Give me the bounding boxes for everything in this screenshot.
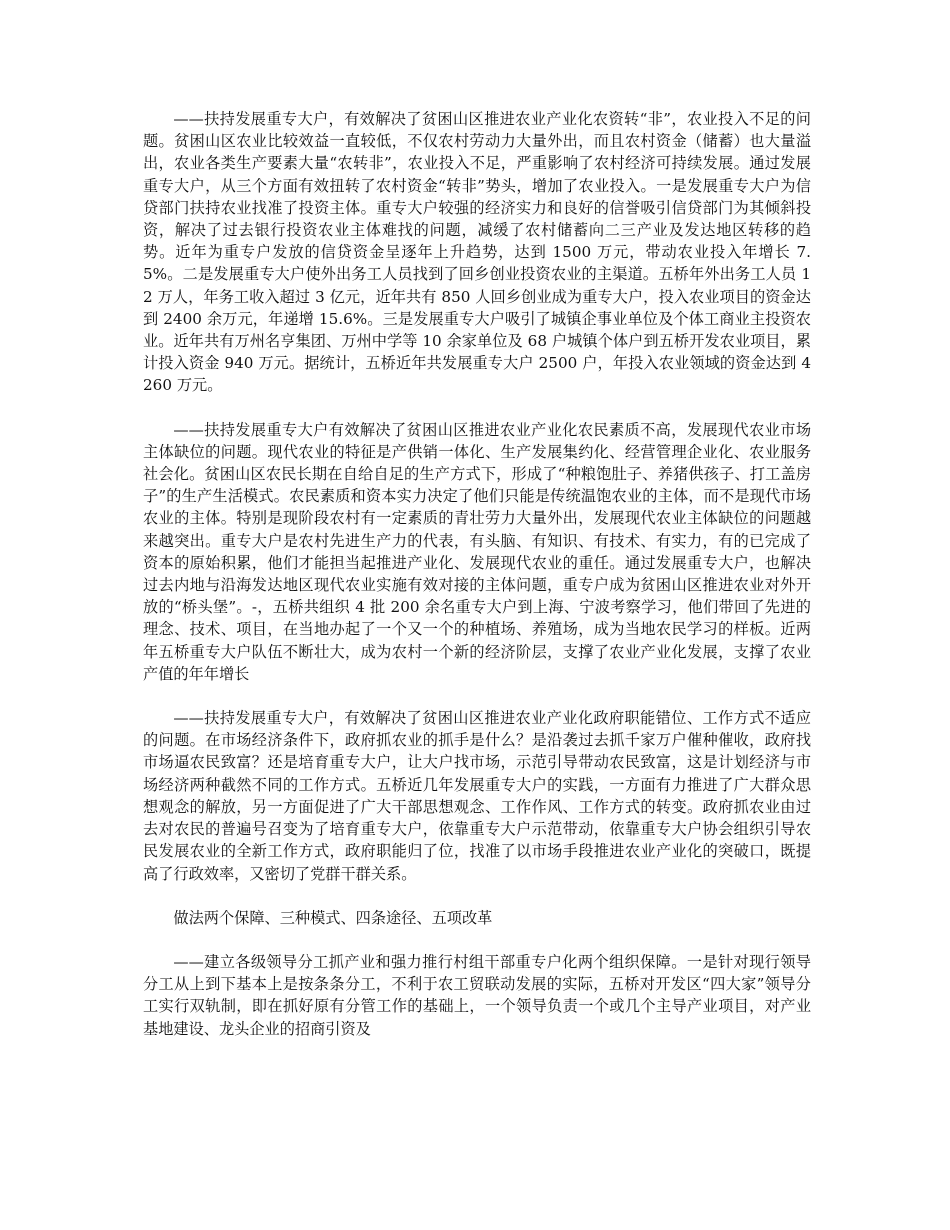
paragraph-farmer-quality: ——扶持发展重专大户有效解决了贫困山区推进农业产业化农民素质不高，发展现代农业市场主体缺位的问题。现代农业的特征是产供销一体化、生产发展集约化、经营管理企业化、农业服务社会化。贫困山区农民长期在自给自足的生产方式下，形成了“种粮饱肚子、养猪供孩子、打工盖房子”的生产生活模式。农民素质和资本实力决定了他们只能是传统温饱农业的主体，而不是现代市场农业的主体。特别是现阶段农村有一定素质的青壮劳力大量外出，发展现代农业主体缺位的问题越来越突出。重专大户是农村先进生产力的代表，有头脑、有知识、有技术、有实力，有的已完成了资本的原始积累，他们才能担当起推进产业化、发展现代农业的重任。通过发展重专大户，也解决过去内地与沿海发达地区现代农业实施有效对接的主体问题，重专户成为贫困山区推进农业对外开放的“桥头堡”。-，五桥共组织 4 批 200 余名重专大户到上海、宁波考察学习，他们带回了先进的理念、技术、项目，在当地办起了一个又一个的种植场、养殖场，成为当地农民学习的样板。近两年五桥重专大户队伍不断壮大，成为农村一个新的经济阶层，支撑了农业产业化发展，支撑了农业产值的年年增长 <box>143 420 811 683</box>
paragraph-organizational-guarantee: ——建立各级领导分工抓产业和强力推行村组干部重专户化两个组织保障。一是针对现行领导分工从上到下基本上是按条条分工，不利于农工贸联动发展的实际，五桥对开发区“四大家”领导分工实行双轨制，即在抓好原有分管工作的基础上，一个领导负责一个或几个主导产业项目，对产业基地建设、龙头企业的招商引资及 <box>143 952 811 1038</box>
section-heading: 做法两个保障、三种模式、四条途径、五项改革 <box>173 908 493 927</box>
paragraph-credit-investment: ——扶持发展重专大户，有效解决了贫困山区推进农业产业化农资转“非”，农业投入不足的问题。贫困山区农业比较效益一直较低，不仅农村劳动力大量外出，而且农村资金（储蓄）也大量溢出，农业各类生产要素大量“农转非”，农业投入不足，严重影响了农村经济可持续发展。通过发展重专大户，从三个方面有效扭转了农村资金“转非”势头，增加了农业投入。一是发展重专大户为信贷部门扶持农业找准了投资主体。重专大户较强的经济实力和良好的信誉吸引信贷部门为其倾斜投资，解决了过去银行投资农业主体难找的问题，减缓了农村储蓄向二三产业及发达地区转移的趋势。近年为重专户发放的信贷资金呈逐年上升趋势，达到 1500 万元，带动农业投入年增长 7.5%。二是发展重专大户使外出务工人员找到了回乡创业投资农业的主渠道。五桥年外出务工人员 12 万人，年务工收入超过 3 亿元，近年共有 850 人回乡创业成为重专大户，投入农业项目的资金达到 2400 余万元，年递增 15.6%。三是发展重专大户吸引了城镇企事业单位及个体工商业主投资农业。近年共有万州名亨集团、万州中学等 10 余家单位及 68 户城镇个体户到五桥开发农业项目，累计投入资金 940 万元。据统计，五桥近年共发展重专大户 2500 户，年投入农业领域的资金达到 4260 万元。 <box>143 110 811 395</box>
document-body <box>143 108 811 1062</box>
paragraph-government-function: ——扶持发展重专大户，有效解决了贫困山区推进农业产业化政府职能错位、工作方式不适应的问题。在市场经济条件下，政府抓农业的抓手是什么？是沿袭过去抓千家万户催种催收，政府找市场逼农民致富？还是培育重专大户，让大户找市场，示范引导带动农民致富，这是计划经济与市场经济两种截然不同的工作方式。五桥近几年发展重专大户的实践，一方面有力推进了广大群众思想观念的解放，另一方面促进了广大干部思想观念、工作作风、工作方式的转变。政府抓农业由过去对农民的普遍号召变为了培育重专大户，依靠重专大户示范带动，依靠重专大户协会组织引导农民发展农业的全新工作方式，政府职能归了位，找准了以市场手段推进农业产业化的突破口，既提高了行政效率，又密切了党群干群关系。 <box>143 709 811 883</box>
